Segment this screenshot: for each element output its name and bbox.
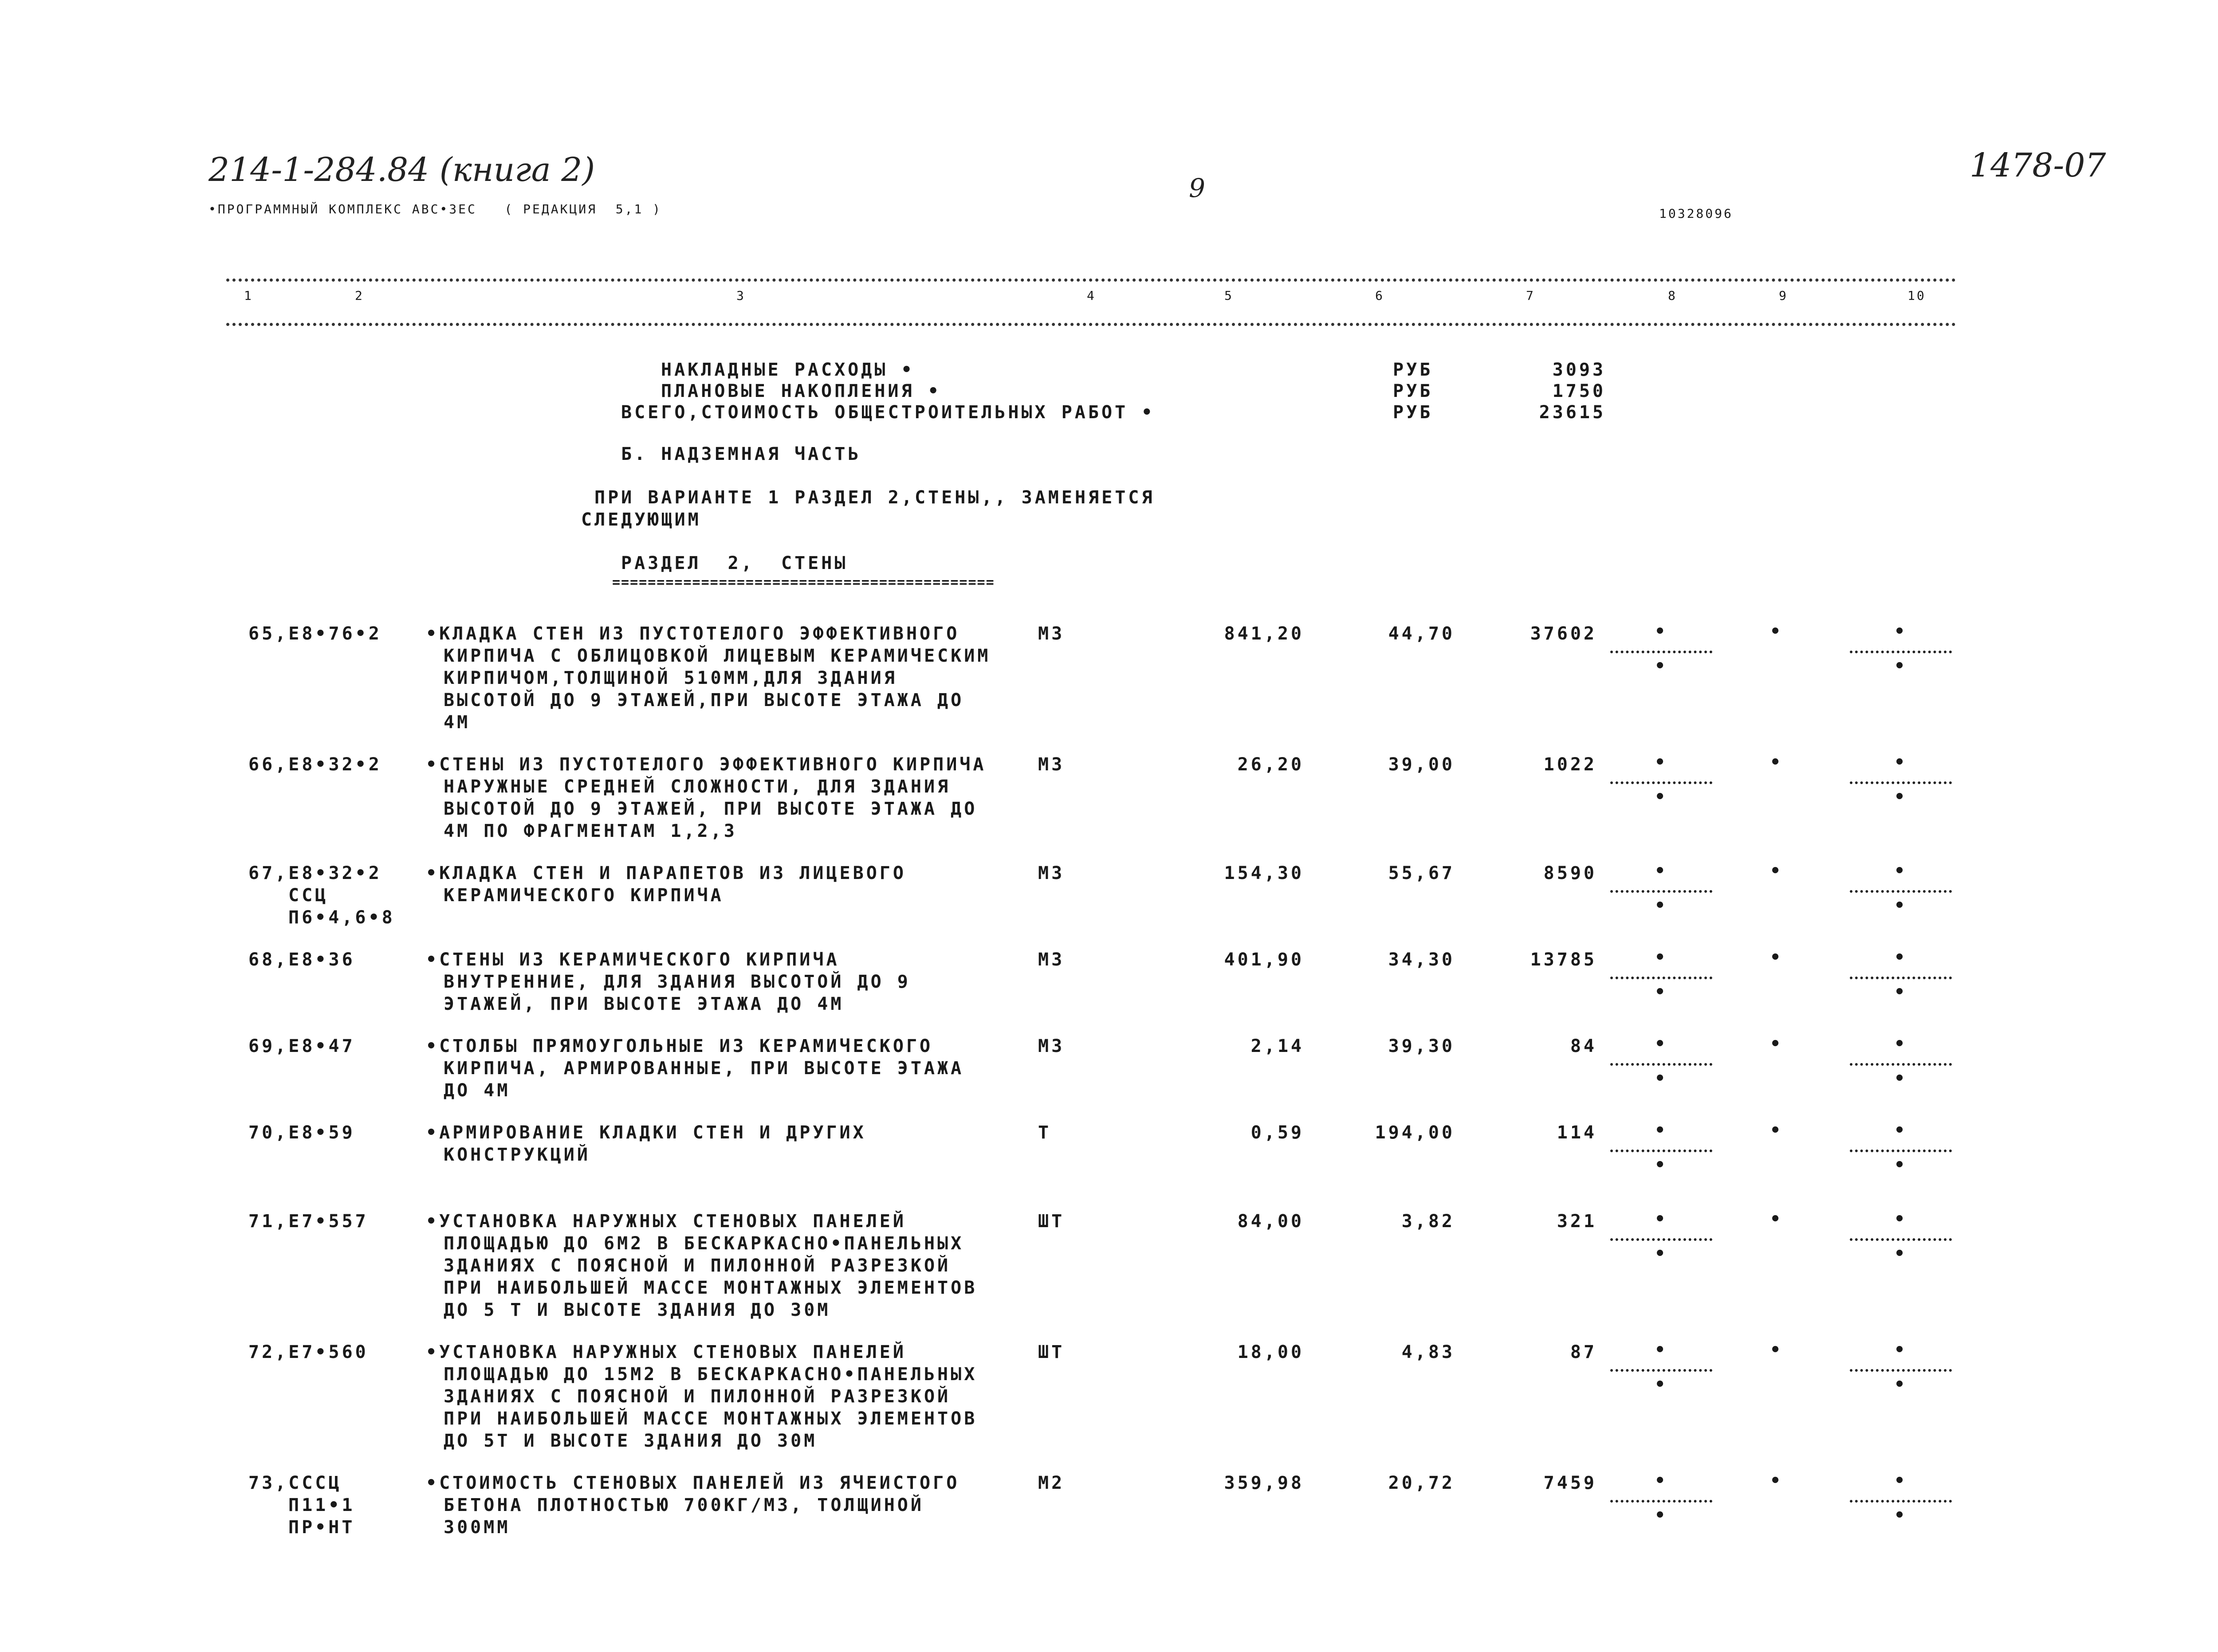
row-description-line: КИРПИЧА, АРМИРОВАННЫЕ, ПРИ ВЫСОТЕ ЭТАЖА [444,1058,964,1079]
col8-dash-line [1610,1238,1712,1241]
summary-unit: РУБ [1393,402,1433,423]
row-quantity: 401,90 [1224,950,1304,970]
col8-dash-bottom: • [1655,1374,1666,1395]
column-header-1: 1 [244,288,253,303]
col10-dash-bottom: • [1894,895,1905,916]
col10-dash-bottom: • [1894,787,1905,807]
col10-dash-line [1850,890,1952,893]
row-code: ССЦ [288,885,329,906]
row-code: 71,Е7•557 [248,1211,369,1232]
col10-dash-top: • [1894,1209,1905,1229]
col9-dash: • [1770,1120,1781,1141]
row-description-line: ВЫСОТОЙ ДО 9 ЭТАЖЕЙ,ПРИ ВЫСОТЕ ЭТАЖА ДО [444,690,964,710]
col10-dash-line [1850,1238,1952,1241]
col10-dash-top: • [1894,1471,1905,1491]
row-description-line: 300ММ [444,1517,511,1538]
row-description-line: КИРПИЧА С ОБЛИЦОВКОЙ ЛИЦЕВЫМ КЕРАМИЧЕСКИМ [444,646,991,666]
variant-note-line1: ПРИ ВАРИАНТЕ 1 РАЗДЕЛ 2,СТЕНЫ,, ЗАМЕНЯЕТСЯ [594,487,1155,508]
col10-dash-line [1850,1150,1952,1152]
col9-dash: • [1770,621,1781,642]
col9-dash: • [1770,1471,1781,1491]
row-quantity: 18,00 [1237,1342,1304,1362]
column-header-7: 7 [1526,288,1535,303]
col8-dash-top: • [1655,752,1666,773]
row-code: 73,СССЦ [248,1473,342,1493]
row-total: 84 [1570,1036,1597,1056]
row-unit-price: 20,72 [1388,1473,1455,1493]
col10-dash-top: • [1894,861,1905,881]
row-unit: М3 [1038,624,1065,644]
row-unit-price: 3,82 [1401,1211,1455,1232]
row-unit: ШТ [1038,1342,1065,1362]
summary-value: 1750 [1552,381,1606,401]
column-header-row [0,288,2218,310]
col10-dash-top: • [1894,1034,1905,1054]
col10-dash-line [1850,1063,1952,1066]
row-unit: М3 [1038,950,1065,970]
column-header-10: 10 [1907,288,1926,303]
col8-dash-bottom: • [1655,1244,1666,1264]
row-description-line: •СТЕНЫ ИЗ ПУСТОТЕЛОГО ЭФФЕКТИВНОГО КИРПИЧА [426,754,987,775]
col9-dash: • [1770,1209,1781,1229]
col10-dash-top: • [1894,621,1905,642]
summary-value: 23615 [1539,402,1606,423]
row-description-line: ВЫСОТОЙ ДО 9 ЭТАЖЕЙ, ПРИ ВЫСОТЕ ЭТАЖА ДО [444,799,978,819]
col8-dash-bottom: • [1655,1155,1666,1175]
col8-dash-line [1610,781,1712,784]
col10-dash-top: • [1894,1120,1905,1141]
col8-dash-top: • [1655,1471,1666,1491]
row-description-line: •КЛАДКА СТЕН ИЗ ПУСТОТЕЛОГО ЭФФЕКТИВНОГО [426,624,960,644]
col8-dash-line [1610,651,1712,653]
column-header-8: 8 [1668,288,1677,303]
row-description-line: •УСТАНОВКА НАРУЖНЫХ СТЕНОВЫХ ПАНЕЛЕЙ [426,1342,906,1362]
col8-dash-top: • [1655,1340,1666,1360]
row-unit-price: 194,00 [1375,1122,1455,1143]
col9-dash: • [1770,947,1781,968]
row-unit-price: 55,67 [1388,863,1455,883]
row-description-line: ПЛОЩАДЬЮ ДО 15М2 В БЕСКАРКАСНО•ПАНЕЛЬНЫХ [444,1364,978,1385]
col10-dash-top: • [1894,1340,1905,1360]
section-title: РАЗДЕЛ 2, СТЕНЫ [621,553,848,573]
row-code: 69,Е8•47 [248,1036,355,1056]
header-top-rule [226,279,1956,282]
col10-dash-line [1850,977,1952,979]
col8-dash-bottom: • [1655,787,1666,807]
row-description-line: КОНСТРУКЦИЙ [444,1145,590,1165]
row-description-line: ДО 5Т И ВЫСОТЕ ЗДАНИЯ ДО 30М [444,1431,818,1451]
row-total: 7459 [1543,1473,1597,1493]
row-total: 13785 [1530,950,1597,970]
row-unit: М3 [1038,863,1065,883]
row-description-line: ПЛОЩАДЬЮ ДО 6М2 В БЕСКАРКАСНО•ПАНЕЛЬНЫХ [444,1233,964,1254]
row-description-line: •КЛАДКА СТЕН И ПАРАПЕТОВ ИЗ ЛИЦЕВОГО [426,863,906,883]
row-description-line: 4М ПО ФРАГМЕНТАМ 1,2,3 [444,821,737,841]
row-unit: М3 [1038,754,1065,775]
row-description-line: НАРУЖНЫЕ СРЕДНЕЙ СЛОЖНОСТИ, ДЛЯ ЗДАНИЯ [444,777,951,797]
row-total: 321 [1557,1211,1597,1232]
row-description-line: ПРИ НАИБОЛЬШЕЙ МАССЕ МОНТАЖНЫХ ЭЛЕМЕНТОВ [444,1278,978,1298]
section-b-title: Б. НАДЗЕМНАЯ ЧАСТЬ [621,444,861,464]
col10-dash-bottom: • [1894,1244,1905,1264]
variant-note-line2: СЛЕДУЮЩИМ [581,510,701,530]
row-code: П11•1 [288,1495,355,1515]
row-total: 8590 [1543,863,1597,883]
row-description-line: •СТЕНЫ ИЗ КЕРАМИЧЕСКОГО КИРПИЧА [426,950,840,970]
col9-dash: • [1770,861,1781,881]
col8-dash-line [1610,1500,1712,1503]
row-description-line: БЕТОНА ПЛОТНОСТЬЮ 700КГ/М3, ТОЛЩИНОЙ [444,1495,924,1515]
col8-dash-top: • [1655,621,1666,642]
row-unit-price: 4,83 [1401,1342,1455,1362]
col8-dash-bottom: • [1655,895,1666,916]
col8-dash-top: • [1655,861,1666,881]
handwritten-reference: 1478-07 [1970,146,2106,184]
col10-dash-bottom: • [1894,1505,1905,1526]
col8-dash-line [1610,1150,1712,1152]
summary-label: НАКЛАДНЫЕ РАСХОДЫ • [661,360,915,380]
col8-dash-line [1610,977,1712,979]
col9-dash: • [1770,1340,1781,1360]
col8-dash-line [1610,890,1712,893]
row-unit-price: 44,70 [1388,624,1455,644]
row-unit: М3 [1038,1036,1065,1056]
row-description-line: 4М [444,712,471,733]
col8-dash-bottom: • [1655,982,1666,1002]
row-quantity: 26,20 [1237,754,1304,775]
row-total: 87 [1570,1342,1597,1362]
row-description-line: КЕРАМИЧЕСКОГО КИРПИЧА [444,885,724,906]
col10-dash-bottom: • [1894,1155,1905,1175]
col9-dash: • [1770,752,1781,773]
row-description-line: ЗДАНИЯХ С ПОЯСНОЙ И ПИЛОННОЙ РАЗРЕЗКОЙ [444,1386,951,1407]
col10-dash-bottom: • [1894,982,1905,1002]
row-code: 72,Е7•560 [248,1342,369,1362]
document-number: 10328096 [1659,206,1733,221]
row-quantity: 841,20 [1224,624,1304,644]
row-unit-price: 39,00 [1388,754,1455,775]
col10-dash-bottom: • [1894,1374,1905,1395]
row-code: ПР•НТ [288,1517,355,1538]
row-description-line: ВНУТРЕННИЕ, ДЛЯ ЗДАНИЯ ВЫСОТОЙ ДО 9 [444,972,911,992]
col10-dash-line [1850,781,1952,784]
col10-dash-top: • [1894,752,1905,773]
row-unit-price: 39,30 [1388,1036,1455,1056]
summary-unit: РУБ [1393,381,1433,401]
summary-unit: РУБ [1393,360,1433,380]
row-description-line: •СТОИМОСТЬ СТЕНОВЫХ ПАНЕЛЕЙ ИЗ ЯЧЕИСТОГО [426,1473,960,1493]
row-unit: ШТ [1038,1211,1065,1232]
column-header-4: 4 [1087,288,1096,303]
handwritten-doc-id: 214-1-284.84 (книга 2) [208,151,595,189]
col10-dash-bottom: • [1894,1068,1905,1089]
row-unit-price: 34,30 [1388,950,1455,970]
row-code: 68,Е8•36 [248,950,355,970]
column-header-9: 9 [1779,288,1788,303]
column-header-6: 6 [1375,288,1384,303]
row-code: 67,Е8•32•2 [248,863,382,883]
row-quantity: 154,30 [1224,863,1304,883]
col8-dash-bottom: • [1655,656,1666,676]
col10-dash-bottom: • [1894,656,1905,676]
row-description-line: ДО 4М [444,1080,511,1101]
col8-dash-top: • [1655,947,1666,968]
col8-dash-top: • [1655,1034,1666,1054]
column-header-3: 3 [736,288,746,303]
row-code: П6•4,6•8 [288,907,395,928]
col8-dash-line [1610,1369,1712,1372]
summary-value: 3093 [1552,360,1606,380]
row-description-line: •УСТАНОВКА НАРУЖНЫХ СТЕНОВЫХ ПАНЕЛЕЙ [426,1211,906,1232]
col9-dash: • [1770,1034,1781,1054]
row-quantity: 0,59 [1251,1122,1304,1143]
handwritten-page-number: 9 [1189,173,1205,203]
row-description-line: ЭТАЖЕЙ, ПРИ ВЫСОТЕ ЭТАЖА ДО 4М [444,994,844,1014]
row-quantity: 359,98 [1224,1473,1304,1493]
row-description-line: ЗДАНИЯХ С ПОЯСНОЙ И ПИЛОННОЙ РАЗРЕЗКОЙ [444,1256,951,1276]
row-description-line: КИРПИЧОМ,ТОЛЩИНОЙ 510ММ,ДЛЯ ЗДАНИЯ [444,668,897,688]
row-unit: Т [1038,1122,1052,1143]
row-description-line: •АРМИРОВАНИЕ КЛАДКИ СТЕН И ДРУГИХ [426,1122,866,1143]
col8-dash-line [1610,1063,1712,1066]
row-description-line: •СТОЛБЫ ПРЯМОУГОЛЬНЫЕ ИЗ КЕРАМИЧЕСКОГО [426,1036,933,1056]
col10-dash-top: • [1894,947,1905,968]
row-code: 70,Е8•59 [248,1122,355,1143]
col10-dash-line [1850,1369,1952,1372]
row-quantity: 84,00 [1237,1211,1304,1232]
row-total: 37602 [1530,624,1597,644]
row-description-line: ПРИ НАИБОЛЬШЕЙ МАССЕ МОНТАЖНЫХ ЭЛЕМЕНТОВ [444,1409,978,1429]
row-code: 65,Е8•76•2 [248,624,382,644]
col8-dash-top: • [1655,1209,1666,1229]
summary-label: ПЛАНОВЫЕ НАКОПЛЕНИЯ • [661,381,941,401]
row-total: 114 [1557,1122,1597,1143]
column-header-5: 5 [1224,288,1234,303]
column-header-2: 2 [355,288,364,303]
col8-dash-bottom: • [1655,1505,1666,1526]
col8-dash-top: • [1655,1120,1666,1141]
row-code: 66,Е8•32•2 [248,754,382,775]
section-underline: =========================================== [612,575,995,590]
col8-dash-bottom: • [1655,1068,1666,1089]
col10-dash-line [1850,651,1952,653]
row-total: 1022 [1543,754,1597,775]
row-quantity: 2,14 [1251,1036,1304,1056]
summary-label: ВСЕГО,СТОИМОСТЬ ОБЩЕСТРОИТЕЛЬНЫХ РАБОТ • [621,402,1155,423]
row-description-line: ДО 5 Т И ВЫСОТЕ ЗДАНИЯ ДО 30М [444,1300,831,1320]
row-unit: М2 [1038,1473,1065,1493]
header-bottom-rule [226,323,1956,326]
col10-dash-line [1850,1500,1952,1503]
program-line: •ПРОГРАММНЫЙ КОМПЛЕКС АВС•3ЕС ( РЕДАКЦИЯ 5,1 ) [208,202,662,216]
